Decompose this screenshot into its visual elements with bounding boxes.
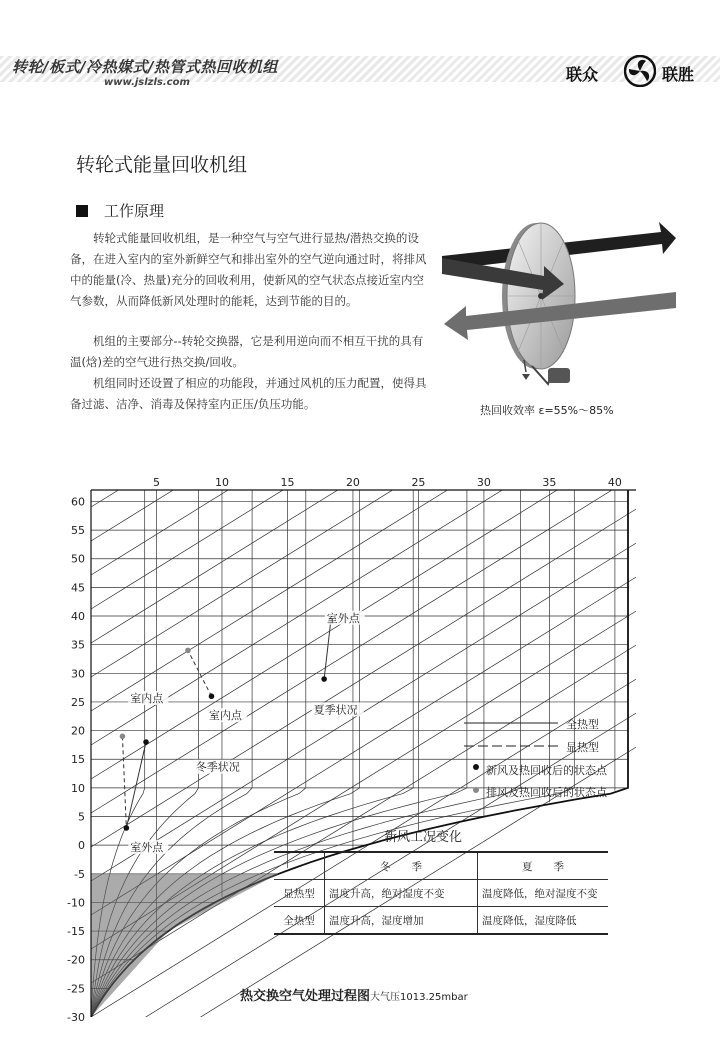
x-tick-label: 20 bbox=[345, 476, 360, 489]
enthalpy-line bbox=[91, 470, 638, 711]
table-header-row bbox=[274, 852, 608, 880]
enthalpy-line bbox=[91, 542, 638, 881]
x-tick-label: 30 bbox=[476, 476, 491, 489]
y-tick-label: 20 bbox=[71, 724, 85, 738]
chart-annotation: 室内点 bbox=[208, 709, 242, 723]
section-title: 工作原理 bbox=[104, 202, 165, 220]
section-bullet-icon bbox=[76, 205, 88, 217]
enthalpy-line bbox=[91, 470, 638, 473]
x-tick-label: 40 bbox=[607, 476, 622, 489]
paragraph-2: 机组的主要部分-‐转轮交换器，它是利用逆向而不相互干扰的具有温(焓)差的空气进行热交换/回收。 bbox=[70, 334, 424, 369]
table-cell-winter: 温度升高，绝对湿度不变 bbox=[325, 880, 478, 907]
chart-subtitle: 大气压1013.25mbar bbox=[370, 992, 468, 1003]
new-air-state-point bbox=[143, 739, 149, 745]
enthalpy-line bbox=[91, 470, 638, 745]
x-tick-label: 10 bbox=[214, 476, 229, 489]
chart-annotation: 冬季状况 bbox=[195, 760, 240, 774]
x-tick-label: 15 bbox=[280, 476, 295, 489]
table-header-winter: 冬 季 bbox=[325, 852, 478, 880]
page-title: 转轮式能量回收机组 bbox=[76, 154, 248, 176]
chart-grid bbox=[91, 470, 638, 1030]
paragraph-3: 机组同时还设置了相应的功能段，并通过风机的压力配置，使得具备过滤、洁净、消毒及保持室内正压/负压功能。 bbox=[70, 376, 427, 411]
table-cell-summer: 温度降低，绝对湿度不变 bbox=[478, 880, 609, 907]
x-tick-label: 25 bbox=[411, 476, 426, 489]
table-title: 新风工况变化 bbox=[384, 830, 463, 845]
chart-annotation: 夏季状况 bbox=[313, 703, 358, 717]
y-tick-label: -30 bbox=[67, 1011, 85, 1024]
condition-table bbox=[274, 851, 608, 935]
winter-exhaust-line bbox=[122, 736, 126, 828]
x-tick-label: 35 bbox=[542, 476, 557, 489]
enthalpy-line bbox=[91, 678, 638, 1017]
paragraph-1: 转轮式能量回收机组，是一种空气与空气进行显热/潜热交换的设备，在进入室内的室外新鲜空气和排出室外的空气逆向通过时，将排风中的能量(冷、热量)充分的回收利用，使新风的空气状态点接近室内空气参数，从而降低新风处理时的能耗，达到节能的目的。 bbox=[70, 231, 427, 308]
table-cell-type: 显热型 bbox=[274, 880, 325, 907]
legend-new-air-dot bbox=[473, 764, 479, 770]
summer-process-line bbox=[324, 622, 331, 679]
table-cell-type: 全热型 bbox=[274, 907, 325, 935]
exhaust-state-point bbox=[185, 648, 191, 654]
enthalpy-line bbox=[91, 470, 638, 677]
chart-title bbox=[240, 985, 468, 1004]
legend-sensible-heat: 显热型 bbox=[566, 741, 599, 754]
new-air-state-point bbox=[124, 825, 130, 831]
y-tick-label: 40 bbox=[71, 610, 85, 624]
new-air-state-point bbox=[209, 693, 215, 699]
y-tick-label: 10 bbox=[71, 781, 85, 795]
y-tick-label: 25 bbox=[71, 695, 85, 709]
psychrometric-chart bbox=[0, 470, 720, 1030]
table-row bbox=[274, 907, 608, 935]
y-tick-label: 30 bbox=[71, 667, 85, 681]
chart-annotation: 室外点 bbox=[130, 840, 164, 854]
brand-logo bbox=[560, 54, 715, 88]
chart-title-text: 热交换空气处理过程图 bbox=[240, 989, 371, 1004]
y-tick-label: -10 bbox=[67, 896, 85, 910]
y-tick-label: 0 bbox=[78, 839, 85, 853]
y-tick-label: 50 bbox=[71, 552, 85, 566]
legend-new-air-point: 新风及热回收后的状态点 bbox=[486, 764, 607, 777]
y-tick-label: 45 bbox=[71, 581, 85, 595]
fan-logo-icon bbox=[624, 55, 656, 87]
y-tick-label: 60 bbox=[71, 495, 85, 509]
table-row bbox=[274, 880, 608, 907]
header-title: 转轮/板式/冷热媒式/热管式热回收机组 bbox=[12, 58, 278, 76]
y-tick-label: -20 bbox=[67, 953, 85, 967]
table-header-type bbox=[274, 852, 325, 880]
x-tick-label: 5 bbox=[152, 476, 160, 489]
rotary-wheel-illustration bbox=[436, 218, 680, 398]
y-tick-label: 15 bbox=[71, 753, 85, 767]
y-tick-label: 5 bbox=[78, 810, 85, 824]
table-cell-winter: 温度升高，湿度增加 bbox=[325, 907, 478, 935]
table-header-summer: 夏 季 bbox=[478, 852, 609, 880]
exhaust-state-point bbox=[120, 734, 126, 740]
new-air-state-point bbox=[321, 676, 327, 682]
chart-annotation: 室内点 bbox=[130, 691, 164, 705]
y-tick-label: -5 bbox=[74, 867, 85, 881]
legend-exhaust-dot bbox=[473, 787, 479, 793]
y-tick-label: -25 bbox=[67, 982, 85, 996]
chart-annotation: 室外点 bbox=[326, 611, 360, 625]
y-tick-label: 55 bbox=[71, 524, 85, 538]
legend-exhaust-point: 排风及热回收后的状态点 bbox=[486, 786, 607, 799]
y-tick-label: -15 bbox=[67, 925, 85, 939]
efficiency-label: 热回收效率 ε=55%～85% bbox=[480, 404, 614, 417]
legend-full-heat: 全热型 bbox=[566, 718, 599, 731]
y-tick-label: 35 bbox=[71, 638, 85, 652]
logo-text-left: 联众 bbox=[566, 65, 599, 84]
logo-text-right: 联胜 bbox=[662, 65, 695, 84]
header-url[interactable]: www.jslzls.com bbox=[104, 77, 190, 88]
table-cell-summer: 温度降低，湿度降低 bbox=[478, 907, 609, 935]
